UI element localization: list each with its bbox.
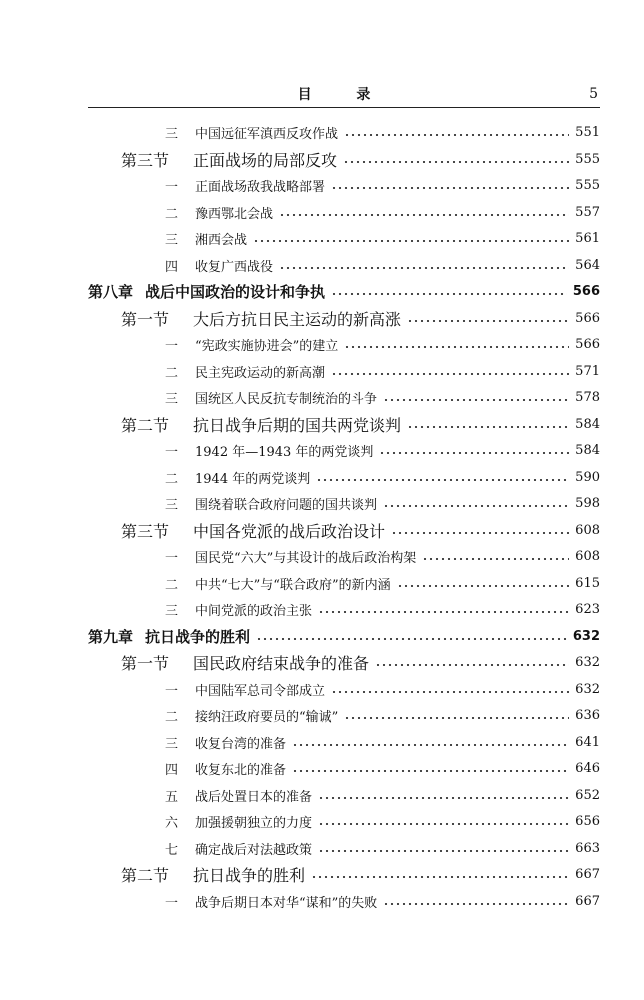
- toc-entry-title: 湘西会战: [195, 232, 248, 248]
- toc-entry-title: 中间党派的政治主张: [195, 603, 313, 619]
- dot-leader: [344, 134, 569, 136]
- toc-entry-section[interactable]: [121, 147, 600, 171]
- toc-entry-page: 608: [575, 548, 600, 564]
- dot-leader: [344, 717, 569, 719]
- toc-entry-number: 第一节: [121, 653, 170, 673]
- toc-entry-page: 566: [575, 310, 600, 326]
- dot-leader: [407, 320, 569, 322]
- dot-leader: [397, 585, 570, 587]
- toc-entry-label: [165, 494, 377, 513]
- toc-entry-number: 一: [165, 338, 179, 354]
- toc-entry-item[interactable]: [165, 253, 600, 277]
- toc-entry-label: [121, 148, 337, 171]
- toc-entry-label: [165, 786, 312, 805]
- toc-entry-number: 一: [165, 683, 179, 699]
- toc-entry-number: 二: [165, 206, 179, 222]
- toc-entry-number: 三: [165, 391, 179, 407]
- toc-entry-page: 663: [575, 840, 600, 856]
- toc-entry-label: [88, 281, 325, 302]
- toc-entry-section[interactable]: [121, 862, 600, 886]
- toc-entry-item[interactable]: [165, 783, 600, 807]
- toc-entry-title: 围绕着联合政府问题的国共谈判: [195, 497, 378, 513]
- toc-entry-page: 636: [575, 707, 600, 723]
- toc-entry-title: 抗日战争的胜利: [145, 627, 251, 646]
- toc-entry-item[interactable]: [165, 889, 600, 913]
- toc-entry-page: 584: [575, 442, 600, 458]
- dot-leader: [318, 823, 569, 825]
- running-title: 目 录: [297, 87, 391, 103]
- toc-entry-title: 收复东北的准备: [195, 762, 287, 778]
- toc-entry-section[interactable]: [121, 650, 600, 674]
- toc-entry-number: 一: [165, 444, 179, 460]
- toc-entry-label: [165, 600, 312, 619]
- toc-entry-number: 第九章: [88, 627, 134, 646]
- toc-entry-label: [165, 680, 325, 699]
- toc-entry-item[interactable]: [165, 809, 600, 833]
- page-header: [88, 80, 600, 108]
- toc-entry-label: [165, 547, 416, 566]
- toc-entry-title: 大后方抗日民主运动的新高涨: [193, 309, 402, 329]
- toc-entry-label: [121, 519, 385, 542]
- toc-entry-item[interactable]: [165, 571, 600, 595]
- toc-entry-page: 551: [575, 124, 600, 140]
- toc-entry-page: 652: [575, 787, 600, 803]
- dot-leader: [407, 426, 569, 428]
- dot-leader: [279, 214, 569, 216]
- dot-leader: [344, 346, 569, 348]
- toc-entry-item[interactable]: [165, 200, 600, 224]
- toc-entry-number: 第二节: [121, 865, 170, 885]
- toc-entry-title: 接纳汪政府要员的“输诚”: [195, 709, 339, 725]
- toc-entry-page: 564: [575, 257, 600, 273]
- toc-entry-page: 584: [575, 416, 600, 432]
- header-rule: [88, 107, 600, 108]
- toc-entry-item[interactable]: [165, 677, 600, 701]
- toc-entry-item[interactable]: [165, 226, 600, 250]
- toc-entry-label: [121, 651, 369, 674]
- toc-entry-chapter[interactable]: [88, 279, 600, 303]
- toc-entry-item[interactable]: [165, 756, 600, 780]
- toc-entry-page: 608: [575, 522, 600, 538]
- toc-entry-title: 加强援朝独立的力度: [195, 815, 313, 831]
- toc-entry-number: 第一节: [121, 309, 170, 329]
- toc-entry-title: 战后处置日本的准备: [195, 789, 313, 805]
- toc-entry-item[interactable]: [165, 544, 600, 568]
- toc-entry-page: 667: [575, 866, 600, 882]
- toc-entry-number: 四: [165, 762, 179, 778]
- toc-entry-page: 656: [575, 813, 600, 829]
- toc-entry-item[interactable]: [165, 491, 600, 515]
- toc-entry-label: [121, 307, 401, 330]
- toc-entry-title: 正面战场敌我战略部署: [195, 179, 326, 195]
- toc-entry-number: 二: [165, 709, 179, 725]
- toc-entry-page: 598: [575, 495, 600, 511]
- toc-entry-number: 二: [165, 577, 179, 593]
- toc-entry-label: [165, 176, 325, 195]
- dot-leader: [422, 558, 569, 560]
- toc-entry-label: [121, 413, 401, 436]
- toc-entry-label: [165, 256, 273, 275]
- dot-leader: [331, 293, 567, 295]
- dot-leader: [253, 240, 569, 242]
- dot-leader: [292, 770, 569, 772]
- toc-entry-item[interactable]: [165, 173, 600, 197]
- toc-entry-number: 三: [165, 736, 179, 752]
- toc-entry-title: 中国各党派的战后政治设计: [193, 521, 386, 541]
- dot-leader: [318, 611, 569, 613]
- dot-leader: [318, 797, 569, 799]
- toc-entry-item[interactable]: [165, 597, 600, 621]
- toc-entry-item[interactable]: [165, 385, 600, 409]
- toc-entry-title: 国民政府结束战争的准备: [193, 653, 370, 673]
- toc-entry-label: [165, 892, 377, 911]
- toc-entry-chapter[interactable]: [88, 624, 600, 648]
- toc-entry-number: 三: [165, 126, 179, 142]
- dot-leader: [343, 161, 569, 163]
- toc-entry-page: 578: [575, 389, 600, 405]
- dot-leader: [375, 664, 569, 666]
- dot-leader: [331, 187, 569, 189]
- toc-entry-title: 中国远征军滇西反攻作战: [195, 126, 339, 142]
- toc-entry-section[interactable]: [121, 306, 600, 330]
- toc-entry-label: [165, 362, 325, 381]
- toc-entry-label: [165, 812, 312, 831]
- dot-leader: [379, 452, 569, 454]
- toc-entry-label: [88, 626, 250, 647]
- toc-entry-label: [165, 123, 338, 142]
- toc-entry-title: 抗日战争的胜利: [193, 865, 306, 885]
- toc-entry-page: 615: [575, 575, 600, 591]
- dot-leader: [316, 479, 569, 481]
- toc-entry-item[interactable]: [165, 703, 600, 727]
- toc-entry-label: [165, 203, 273, 222]
- toc-entry-number: 七: [165, 842, 179, 858]
- toc-entry-label: [165, 468, 310, 487]
- toc-entry-title: 中国陆军总司令部成立: [195, 683, 326, 699]
- dot-leader: [292, 744, 569, 746]
- toc-entry-title: “宪政实施协进会”的建立: [195, 338, 339, 354]
- toc-entry-number: 二: [165, 471, 179, 487]
- toc-entry-page: 632: [575, 654, 600, 670]
- dot-leader: [383, 903, 569, 905]
- toc-entry-title: 中共“七大”与“联合政府”的新内涵: [195, 577, 391, 593]
- toc-entry-page: 632: [575, 681, 600, 697]
- toc-entry-number: 第三节: [121, 150, 170, 170]
- toc-entry-title: 正面战场的局部反攻: [193, 150, 338, 170]
- page-number: 5: [589, 86, 598, 102]
- toc-entry-page: 571: [575, 363, 600, 379]
- toc-entry-number: 六: [165, 815, 179, 831]
- dot-leader: [318, 850, 569, 852]
- toc-entry-number: 五: [165, 789, 179, 805]
- toc-entry-number: 三: [165, 497, 179, 513]
- toc-entry-item[interactable]: [165, 438, 600, 462]
- toc-entry-number: 第二节: [121, 415, 170, 435]
- dot-leader: [331, 373, 569, 375]
- toc-entry-title: 国统区人民反抗专制统治的斗争: [195, 391, 378, 407]
- toc-entry-page: 555: [575, 177, 600, 193]
- toc-entry-page: 590: [575, 469, 600, 485]
- toc-entry-page: 667: [575, 893, 600, 909]
- toc-entry-item[interactable]: [165, 332, 600, 356]
- toc-entry-item[interactable]: [165, 836, 600, 860]
- toc-entry-item[interactable]: [165, 730, 600, 754]
- toc-entry-page: 557: [575, 204, 600, 220]
- toc-entry-label: [165, 388, 377, 407]
- dot-leader: [279, 267, 569, 269]
- toc-entry-page: 632: [572, 628, 600, 644]
- toc-entry-page: 566: [572, 283, 600, 299]
- toc-entry-title: 1942 年—1943 年的两党谈判: [195, 444, 374, 460]
- toc-entry-title: 收复广西战役: [195, 259, 274, 275]
- dot-leader: [383, 505, 569, 507]
- toc-entry-item[interactable]: [165, 359, 600, 383]
- toc-entry-number: 二: [165, 365, 179, 381]
- dot-leader: [256, 638, 567, 640]
- toc-entry-label: [165, 839, 312, 858]
- toc-entry-title: 豫西鄂北会战: [195, 206, 274, 222]
- dot-leader: [383, 399, 569, 401]
- toc-entry-title: 战后中国政治的设计和争执: [145, 282, 326, 301]
- toc-entry-title: 抗日战争后期的国共两党谈判: [193, 415, 402, 435]
- toc-entry-number: 四: [165, 259, 179, 275]
- toc-entry-page: 623: [575, 601, 600, 617]
- toc-entry-label: [165, 335, 338, 354]
- toc-entry-item[interactable]: [165, 120, 600, 144]
- toc-entry-label: [121, 863, 305, 886]
- toc-entry-label: [165, 441, 373, 460]
- dot-leader: [311, 876, 569, 878]
- toc-entry-page: 561: [575, 230, 600, 246]
- toc-entry-number: 一: [165, 550, 179, 566]
- toc-entry-title: 国民党“六大”与其设计的战后政治构架: [195, 550, 417, 566]
- toc-entry-title: 1944 年的两党谈判: [195, 471, 311, 487]
- toc-entry-title: 收复台湾的准备: [195, 736, 287, 752]
- toc-entry-label: [165, 733, 286, 752]
- dot-leader: [391, 532, 569, 534]
- toc-entry-title: 战争后期日本对华“谋和”的失败: [195, 895, 378, 911]
- toc-entry-section[interactable]: [121, 518, 600, 542]
- toc-entry-page: 566: [575, 336, 600, 352]
- toc-entry-item[interactable]: [165, 465, 600, 489]
- toc-entry-number: 一: [165, 895, 179, 911]
- toc-entry-number: 三: [165, 603, 179, 619]
- toc-entry-page: 646: [575, 760, 600, 776]
- toc-entry-page: 641: [575, 734, 600, 750]
- dot-leader: [331, 691, 569, 693]
- toc-entry-page: 555: [575, 151, 600, 167]
- toc-entry-number: 第三节: [121, 521, 170, 541]
- toc-entry-title: 民主宪政运动的新高潮: [195, 365, 326, 381]
- toc-entry-section[interactable]: [121, 412, 600, 436]
- toc-entry-label: [165, 229, 247, 248]
- toc-entry-label: [165, 706, 338, 725]
- toc-entry-label: [165, 574, 391, 593]
- toc-entry-label: [165, 759, 286, 778]
- toc-entry-number: 三: [165, 232, 179, 248]
- toc-entry-number: 一: [165, 179, 179, 195]
- toc-entry-title: 确定战后对法越政策: [195, 842, 313, 858]
- toc-entry-number: 第八章: [88, 282, 134, 301]
